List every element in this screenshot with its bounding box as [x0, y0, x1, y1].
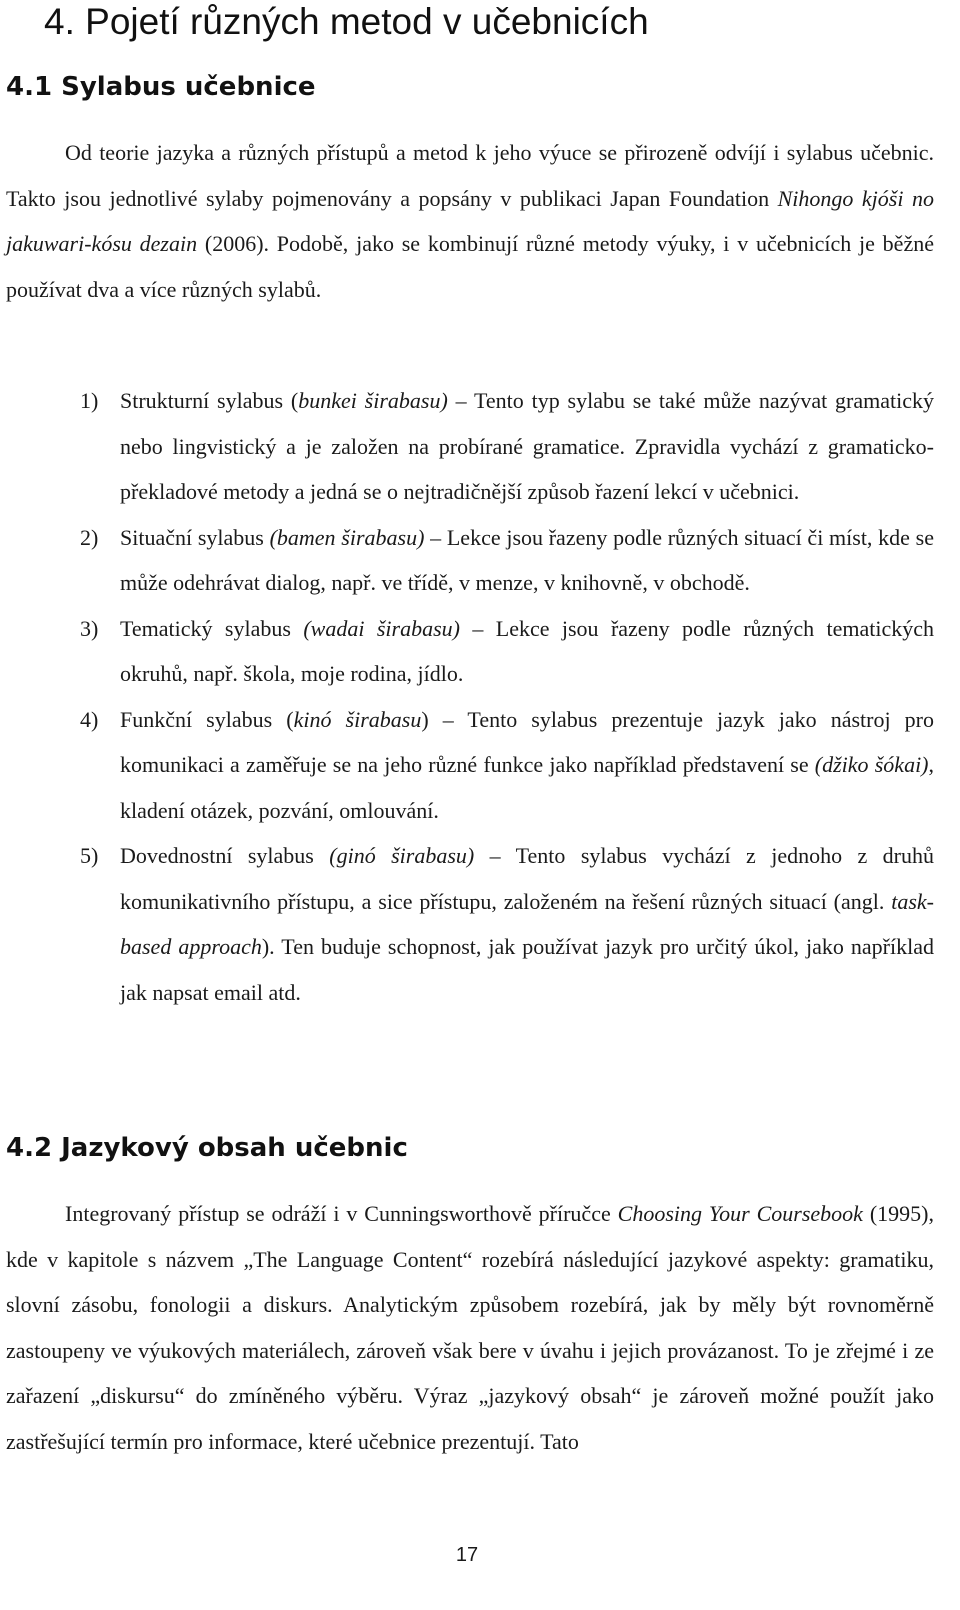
item-number: 1) [80, 388, 99, 413]
page-number: 17 [455, 1544, 479, 1566]
item-term: kinó širabasu [293, 706, 422, 732]
item-number: 3) [80, 615, 99, 641]
item-lead: Situační sylabus [120, 524, 270, 550]
chapter-heading: 4. Pojetí různých metod v učebnicích [44, 1, 649, 42]
item-lead: Tematický sylabus [120, 615, 304, 641]
intro-text-a: Od teorie jazyka a různých přístupů a metod k jeho výuce se přirozeně odvíjí i sylabus učebnic. Takto jsou jednotlivé sylaby pojmenovány a popsány v publikaci Japan Foundation [6, 140, 934, 211]
intro-paragraph [6, 130, 934, 312]
item-number: 2) [80, 524, 99, 550]
paragraph-text-b: (1995), kde v kapitole s názvem „The Language Content“ rozebírá následující jazykové aspekty: gramatiku, slovní zásobu, fonologii a diskurs. Analytickým způsobem rozebírá, jak by měly být rovnoměrně zastoupeny ve výukových materiálech, zároveň však bere v úvahu i jejich provázanost. To je zřejmé i ze zařazení „diskursu“ do zmíněného výběru. Výraz „jazykový obsah“ je zároveň možné použít jako zastřešující termín pro informace, které učebnice prezentují. Tato [6, 1201, 935, 1454]
item-term: (bamen širabasu) [269, 524, 425, 550]
item-number: 4) [80, 706, 99, 732]
list-item [0, 515, 934, 606]
list-item [0, 833, 934, 1015]
syllabus-list [0, 378, 934, 1015]
item-text: ) – Tento sylabus prezentuje jazyk jako nástroj pro komunikaci a zaměřuje se na jeho různé funkce jako například představení se [120, 706, 934, 777]
item-lead: Funkční sylabus ( [120, 706, 294, 732]
list-item [0, 378, 934, 515]
item-term: (ginó širabasu) [329, 843, 475, 868]
item-term-2: task-based approach [120, 888, 934, 959]
language-content-paragraph [6, 1191, 934, 1464]
section-heading-language-content: 4.2 Jazykový obsah učebnic [6, 1133, 408, 1163]
item-lead: Strukturní sylabus ( [120, 388, 299, 413]
item-text-2: ). Ten buduje schopnost, jak používat jazyk pro určitý úkol, jako například jak napsat email atd. [120, 934, 934, 1005]
item-text-2: , kladení otázek, pozvání, omlouvání. [120, 752, 935, 823]
item-term: bunkei širabasu) [298, 388, 448, 413]
book-title: Choosing Your Coursebook [617, 1201, 863, 1226]
item-text: – Tento typ sylabu se také může nazývat gramatický nebo lingvistický a je založen na probírané gramatice. Zpravidla vychází z gramaticko-překladové metody a jedná se o nejtradičnější způsob řazení lekcí v učebnici. [120, 388, 935, 504]
item-term-2: (džiko šókai) [814, 752, 929, 777]
section-heading-syllabus: 4.1 Sylabus učebnice [6, 72, 316, 102]
list-item [0, 606, 934, 697]
item-lead: Dovednostní sylabus [120, 843, 330, 868]
paragraph-text-a: Integrovaný přístup se odráží i v Cunningsworthově příručce [65, 1201, 618, 1226]
item-number: 5) [80, 843, 99, 868]
item-text: – Tento sylabus vychází z jednoho z druhů komunikativního přístupu, a sice přístupu, založeném na řešení různých situací (angl. [120, 843, 934, 914]
item-term: (wadai širabasu) [303, 615, 460, 641]
item-text: – Lekce jsou řazeny podle různých tematických okruhů, např. škola, moje rodina, jídlo. [120, 615, 934, 686]
publication-title: Nihongo kjóši no jakuwari-kósu dezain [6, 185, 934, 256]
item-text: – Lekce jsou řazeny podle různých situací či míst, kde se může odehrávat dialog, např. ve třídě, v menze, v knihovně, v obchodě. [120, 524, 934, 595]
list-item [0, 697, 934, 834]
intro-text-b: (2006). Podobě, jako se kombinují různé metody výuky, i v učebnicích je běžné používat dva a více různých sylabů. [6, 231, 934, 302]
